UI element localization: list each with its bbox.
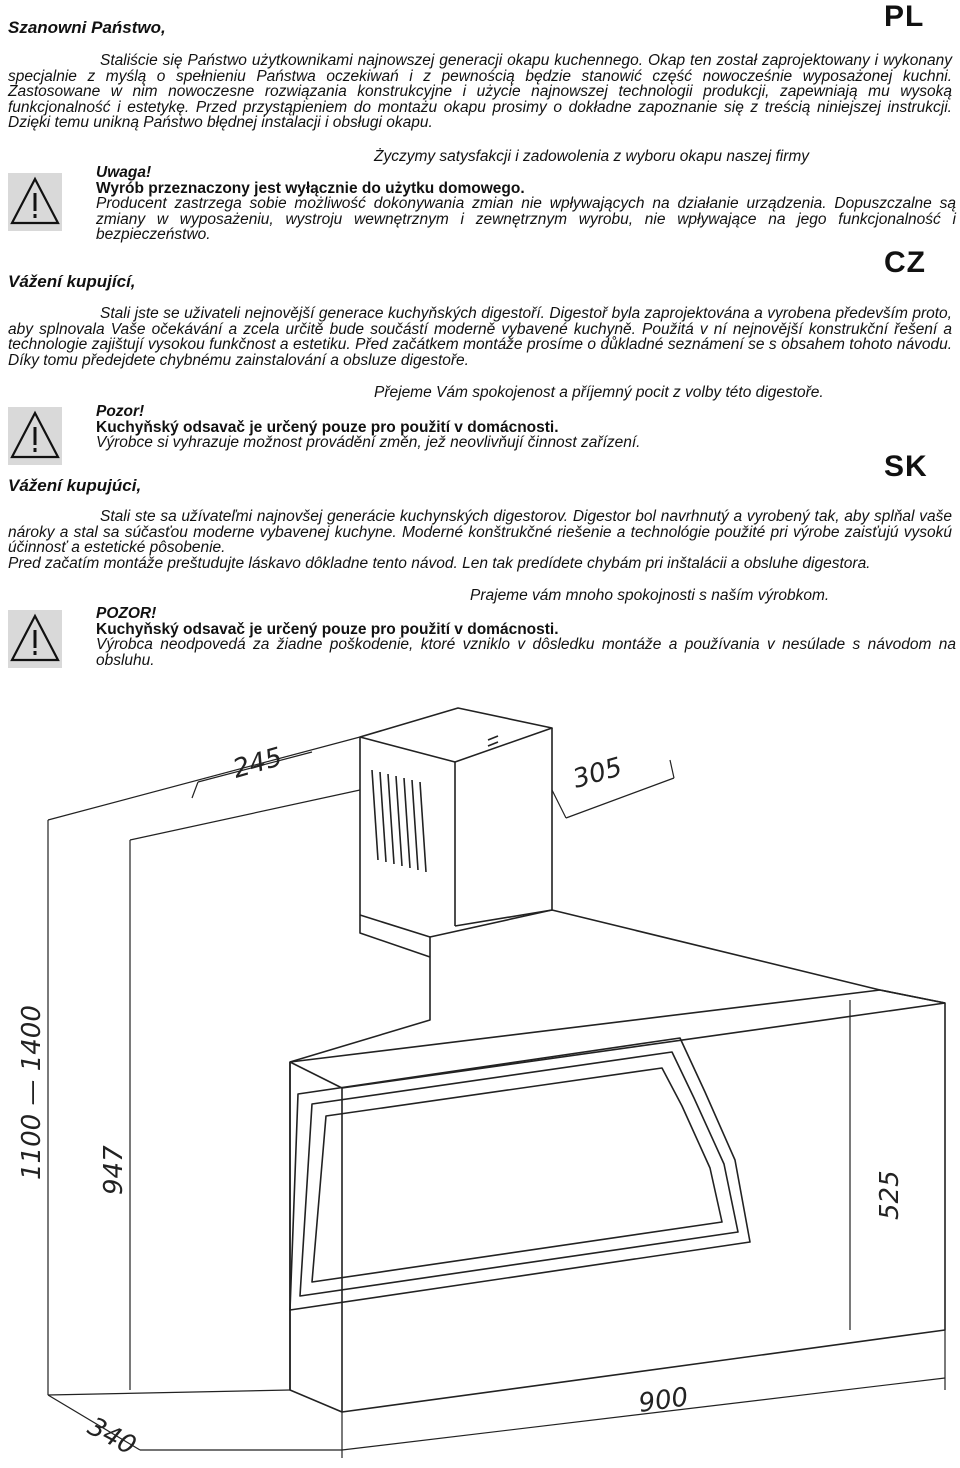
pl-language-code: PL: [884, 0, 925, 33]
sk-language-code: SK: [884, 450, 928, 483]
hood-body: [290, 910, 945, 1412]
dim-947-label: 947: [99, 1145, 129, 1195]
sk-warning: [96, 606, 956, 668]
cz-warning-bold: Kuchyňský odsavač je určený pouze pro použití v domácnosti.: [96, 418, 559, 436]
cz-warning-text: Výrobce si vyhrazuje možnost provádění změn, jež neovlivňují činnost zařízení.: [96, 434, 641, 451]
dim-900-label: 900: [636, 1382, 691, 1419]
dim-1100-1400-label: 1100 — 1400: [17, 1005, 47, 1180]
chimney: [360, 708, 552, 957]
cz-warning-title: Pozor!: [96, 403, 145, 420]
pl-intro-text: Staliście się Państwo użytkownikami najnowszej generacji okapu kuchennego. Okap ten został zaprojektowany i wykonany specjalnie z myślą o spełnieniu Państwa oczekiwań i z pewnością będzie stanowić część nowocześnie wyposażonej kuchni. Zastosowane w nim nowoczesne rozwiązania konstrukcyjne i użycie najnowszej technologii produkcji, zapewniają mu wysoką funkcjonalność i estetykę. Przed przystąpieniem do montażu okapu prosimy o dokładne zapoznanie się z treścią niniejszej instrukcji. Dzięki temu unikną Państwo błędnej instalacji i obsługi okapu.: [8, 52, 952, 131]
cz-warning: [96, 404, 956, 451]
sk-warning-text: Výrobca neodpovedá za žiadne poškodenie, ktoré vzniklo v dôsledku montáže a používania v nesúlade s návodom na obsluhu.: [96, 636, 956, 669]
dim-245-label: 245: [229, 742, 286, 785]
cz-salutation: Vážení kupující,: [8, 272, 136, 291]
sk-intro-text: Stali ste sa užívateľmi najnovšej generácie kuchynských digestorov. Digestor bol navrhnutý a vyrobený tak, aby splňal vaše nároky a stal sa súčasťou moderne vybavenej kuchyne. Moderné konštrukčné riešenie a technológie použité pri výrobe zaisťujú vysokú účinnosť a estetické pôsobenie.: [8, 508, 952, 556]
dimension-lines: [48, 737, 945, 1458]
pl-warning-text: Producent zastrzega sobie możliwość dokonywania zmian nie wpływających na działanie urządzenia. Dopuszczalne są zmiany w wyposażeniu, wystroju wewnętrznym i zewnętrznym wyrobu, nie wpływające na jego funkcjonalność i bezpieczeństwo.: [96, 195, 956, 243]
dim-525-label: 525: [875, 1170, 905, 1220]
sk-warning-bold: Kuchyňský odsavač je určený pouze pro použití v domácnosti.: [96, 620, 559, 638]
pl-warning: [96, 165, 956, 243]
pl-warning-title: Uwaga!: [96, 164, 152, 181]
glass-panel: [290, 1038, 750, 1310]
dim-305-label: 305: [569, 752, 626, 795]
pl-warning-bold: Wyrób przeznaczony jest wyłącznie do użytku domowego.: [96, 179, 525, 197]
pl-wish: Życzymy satysfakcji i zadowolenia z wyboru okapu naszej firmy: [374, 148, 810, 165]
hood-dimension-drawing: [0, 690, 960, 1468]
warning-icon: [8, 173, 62, 231]
sk-wish: Prajeme vám mnoho spokojnosti s naším výrobkom.: [470, 587, 830, 604]
sk-intro-paragraph-2: Pred začatím montáže preštudujte láskavo dôkladne tento návod. Len tak predídete chybám pri inštalácii a obsluhe digestora.: [8, 555, 871, 572]
sk-warning-title: POZOR!: [96, 605, 157, 622]
pl-salutation: Szanowni Państwo,: [8, 18, 166, 37]
warning-icon: [8, 610, 62, 668]
warning-icon: [8, 407, 62, 465]
cz-intro-text: Stali jste se uživateli nejnovější generace kuchyňských digestoří. Digestoř byla zaprojektována a vyrobena především proto, aby splnovala Vaše očekávání a zcela určitě bude součástí moderně vybavené kuchyně. Použitá v ní nejnovější konstrukční řešení a technologie zajištují vysokou funkčnost a estetiku. Před začátkem montáže prosíme o důkladné seznámení se s obsahem tohoto návodu. Díky tomu předejdete chybnému zainstalování a obsluze digestoře.: [8, 305, 952, 369]
dim-340-label: 340: [82, 1411, 141, 1462]
sk-intro-paragraph: [8, 509, 952, 556]
cz-intro-paragraph: [8, 306, 952, 368]
cz-language-code: CZ: [884, 246, 926, 279]
cz-wish: Přejeme Vám spokojenost a příjemný pocit z volby této digestoře.: [374, 384, 824, 401]
pl-intro-paragraph: [8, 53, 952, 131]
sk-salutation: Vážení kupujúci,: [8, 476, 142, 495]
